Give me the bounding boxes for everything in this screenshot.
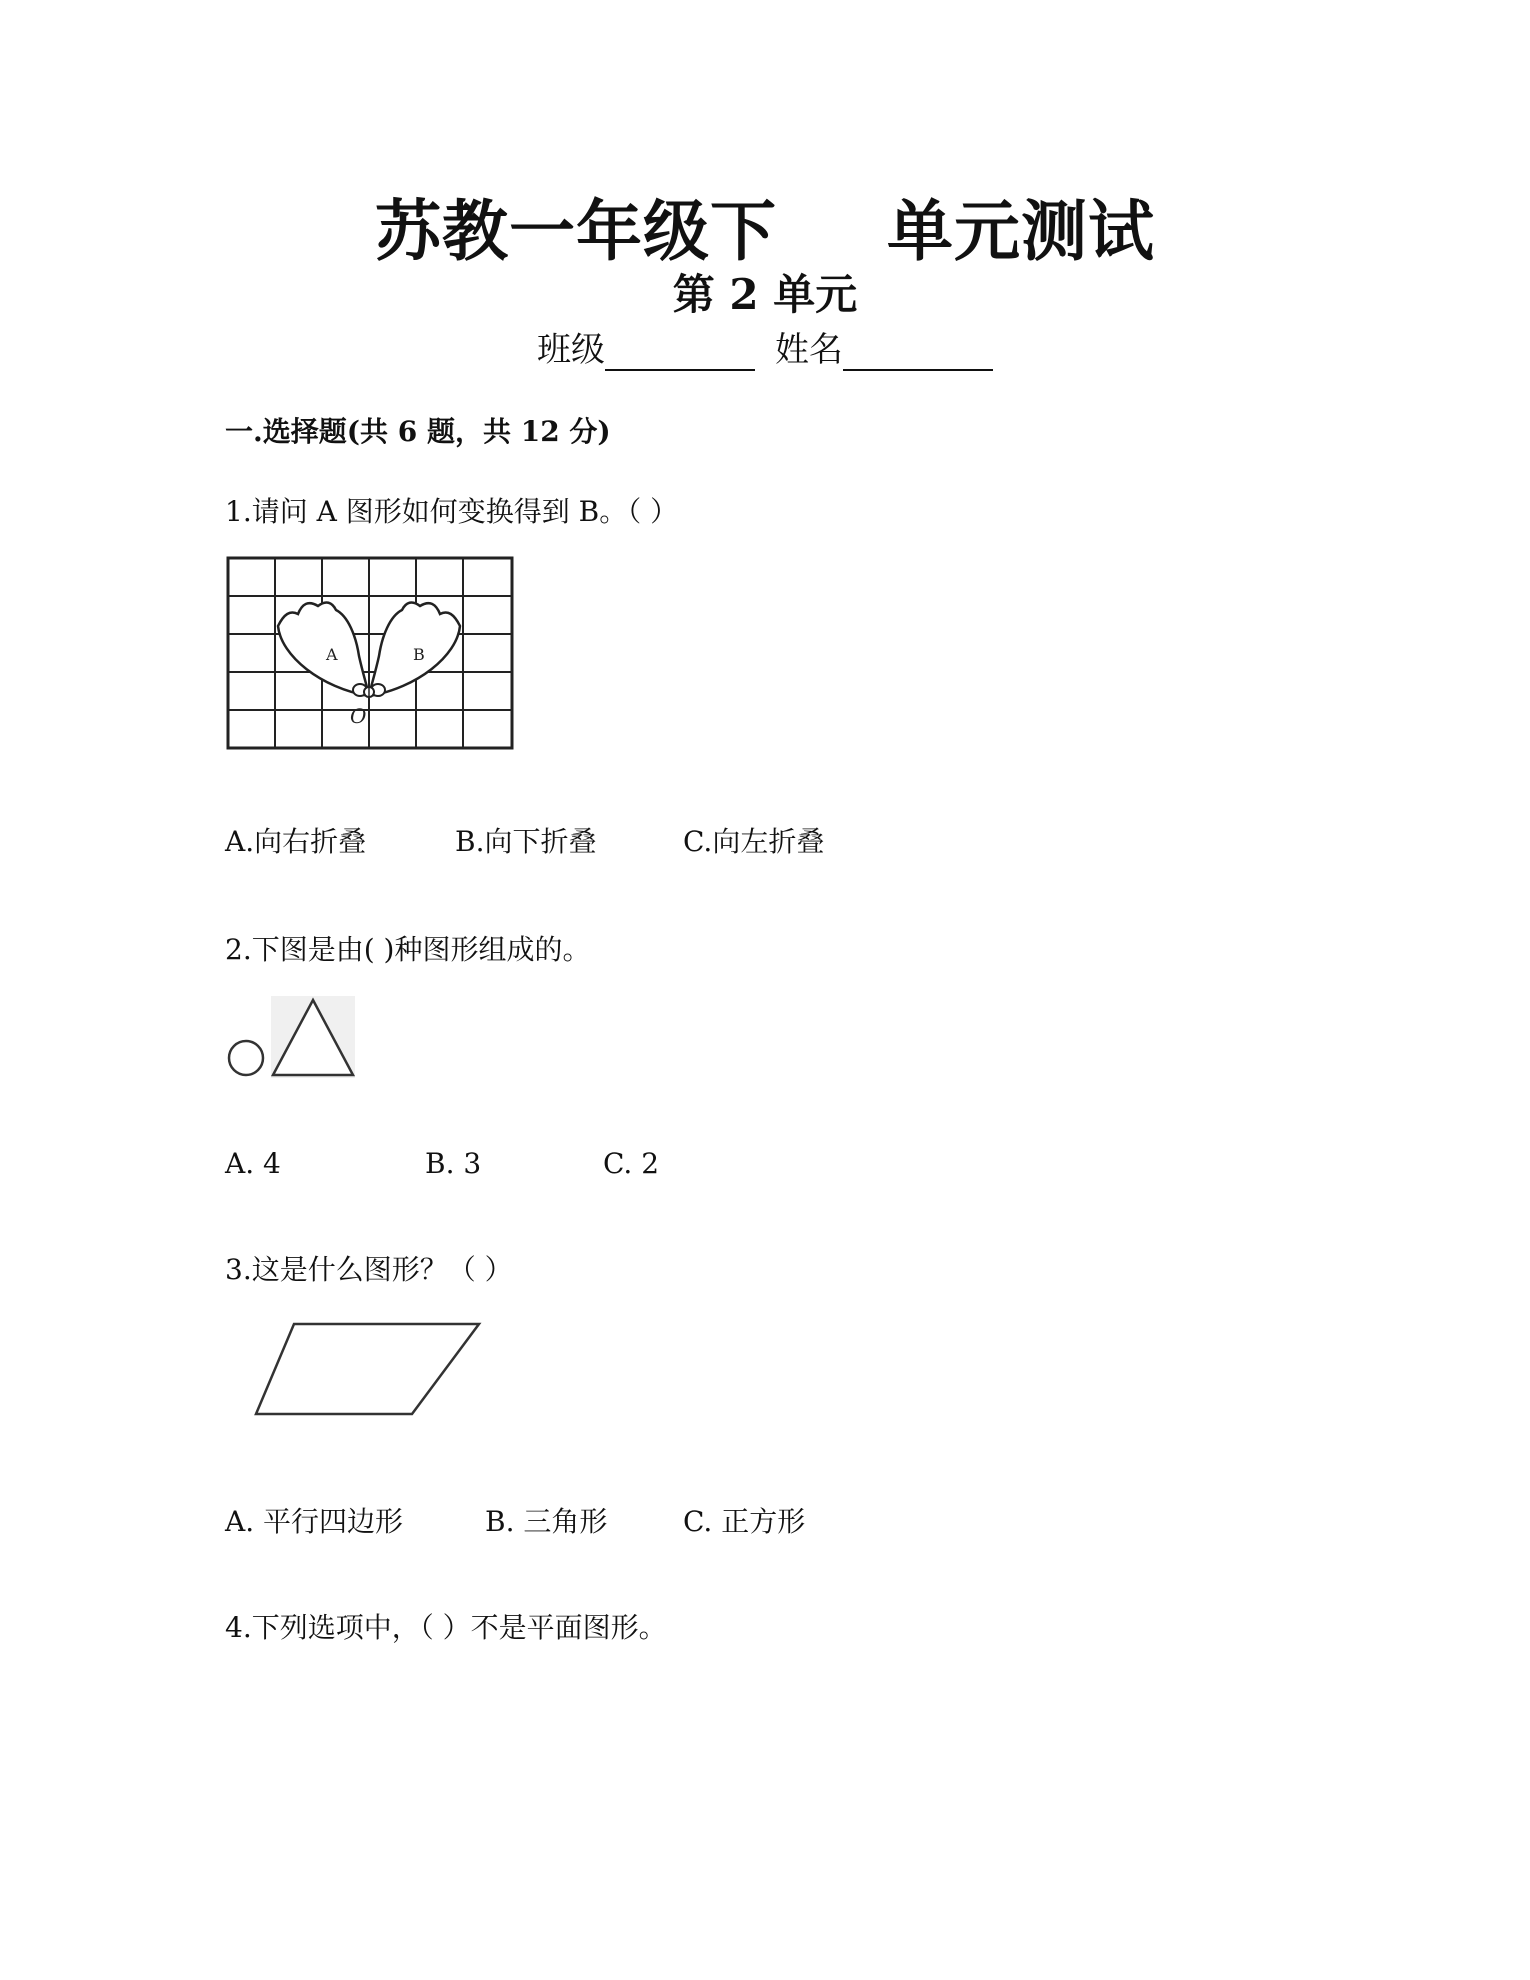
q2-option-a[interactable]: A. 4 bbox=[225, 1147, 281, 1180]
parallelogram-shape bbox=[256, 1324, 479, 1414]
circle-shape bbox=[229, 1041, 263, 1075]
title-left: 苏教一年级下 bbox=[375, 193, 777, 270]
q2-option-b[interactable]: B. 3 bbox=[425, 1147, 482, 1180]
label-o: O bbox=[350, 704, 367, 728]
class-label: 班级 bbox=[537, 330, 605, 370]
q1-option-b[interactable]: B.向下折叠 bbox=[455, 825, 597, 858]
title-right: 单元测试 bbox=[887, 193, 1155, 270]
q3-option-c[interactable]: C. 正方形 bbox=[683, 1505, 806, 1538]
question-3-figure bbox=[250, 1320, 485, 1420]
name-blank[interactable] bbox=[843, 335, 993, 371]
q3-option-a[interactable]: A. 平行四边形 bbox=[225, 1505, 404, 1538]
question-1-figure bbox=[226, 556, 516, 752]
q1-option-a[interactable]: A.向右折叠 bbox=[225, 825, 367, 858]
label-a: A bbox=[326, 645, 338, 664]
question-3-text: 3.这是什么图形？（ ） bbox=[225, 1253, 513, 1286]
q2-option-c[interactable]: C. 2 bbox=[603, 1147, 660, 1180]
class-blank[interactable] bbox=[605, 335, 755, 371]
q3-option-b[interactable]: B. 三角形 bbox=[485, 1505, 608, 1538]
unit-subtitle: 第 2 单元 bbox=[672, 270, 858, 319]
student-info-line bbox=[0, 322, 1530, 371]
question-1-text: 1.请问 A 图形如何变换得到 B。（ ） bbox=[225, 495, 679, 528]
name-label: 姓名 bbox=[775, 330, 843, 370]
petal-a bbox=[278, 603, 369, 696]
q1-option-c[interactable]: C.向左折叠 bbox=[683, 825, 825, 858]
question-2-figure bbox=[226, 996, 356, 1078]
page-title bbox=[0, 178, 1530, 273]
question-4-text: 4.下列选项中，（ ）不是平面图形。 bbox=[225, 1611, 667, 1644]
question-2-text: 2.下图是由( )种图形组成的。 bbox=[225, 933, 591, 966]
label-b: B bbox=[413, 645, 425, 664]
section-heading: 一.选择题(共 6 题，共 12 分) bbox=[225, 415, 611, 448]
